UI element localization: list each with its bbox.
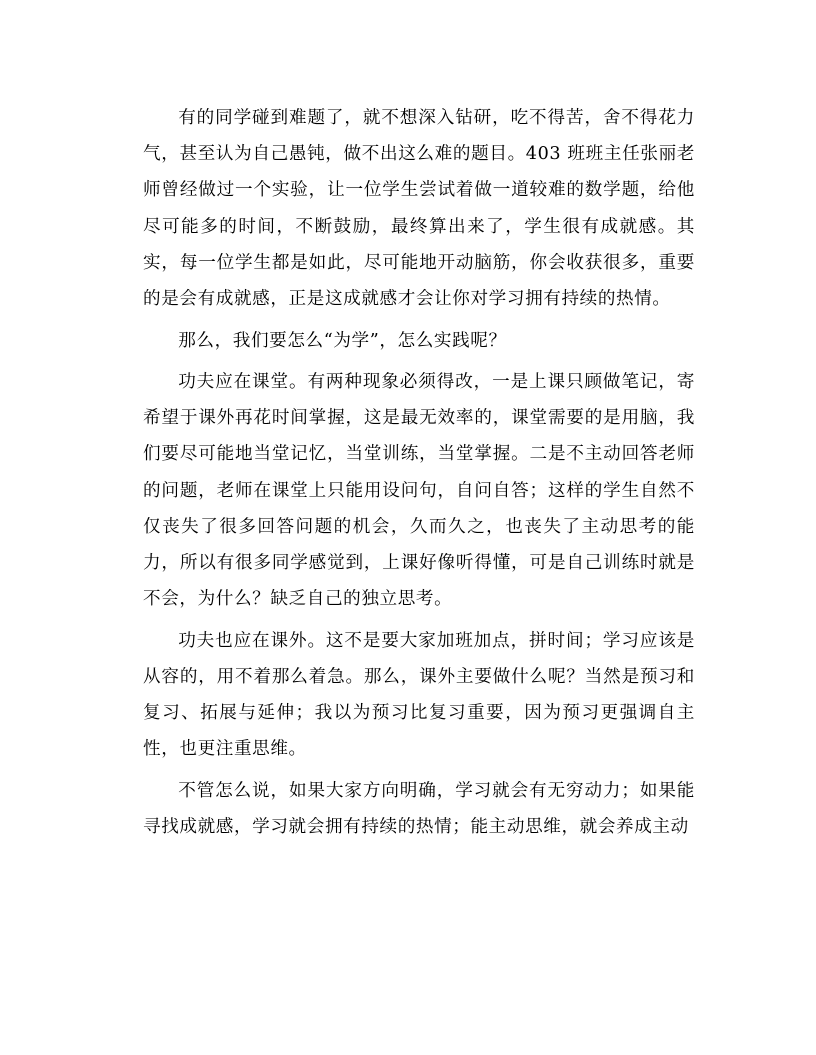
document-body	[143, 100, 695, 851]
paragraph-how-to-learn-question: 那么，我们要怎么“为学”，怎么实践呢？	[178, 330, 507, 351]
paragraph-conclusion: 不管怎么说，如果大家方向明确，学习就会有无穷动力；如果能寻找成就感，学习就会拥有持续的热情；能主动思维，就会养成主动	[143, 780, 695, 838]
paragraph-difficult-problems: 有的同学碰到难题了，就不想深入钻研，吃不得苦，舍不得花力气，甚至认为自己愚钝，做不出这么难的题目。403 班班主任张丽老师曾经做过一个实验，让一位学生尝试着做一道较难的数学题，给他尽可能多的时间，不断鼓励，最终算出来了，学生很有成就感。其实，每一位学生都是如此，尽可能地开动脑筋，你会收获很多，重要的是会有成就感，正是这成就感才会让你对学习拥有持续的热情。	[143, 108, 695, 310]
paragraph-effort-after-class: 功夫也应在课外。这不是要大家加班加点，拼时间；学习应该是从容的，用不着那么着急。那么，课外主要做什么呢？当然是预习和复习、拓展与延伸；我以为预习比复习重要，因为预习更强调自主性，也更注重思维。	[143, 630, 695, 760]
paragraph-effort-in-class: 功夫应在课堂。有两种现象必须得改，一是上课只顾做笔记，寄希望于课外再花时间掌握，这是最无效率的，课堂需要的是用脑，我们要尽可能地当堂记忆，当堂训练，当堂掌握。二是不主动回答老师的问题，老师在课堂上只能用设问句，自问自答；这样的学生自然不仅丧失了很多回答问题的机会，久而久之，也丧失了主动思考的能力，所以有很多同学感觉到，上课好像听得懂，可是自己训练时就是不会，为什么？缺乏自己的独立思考。	[143, 372, 695, 610]
